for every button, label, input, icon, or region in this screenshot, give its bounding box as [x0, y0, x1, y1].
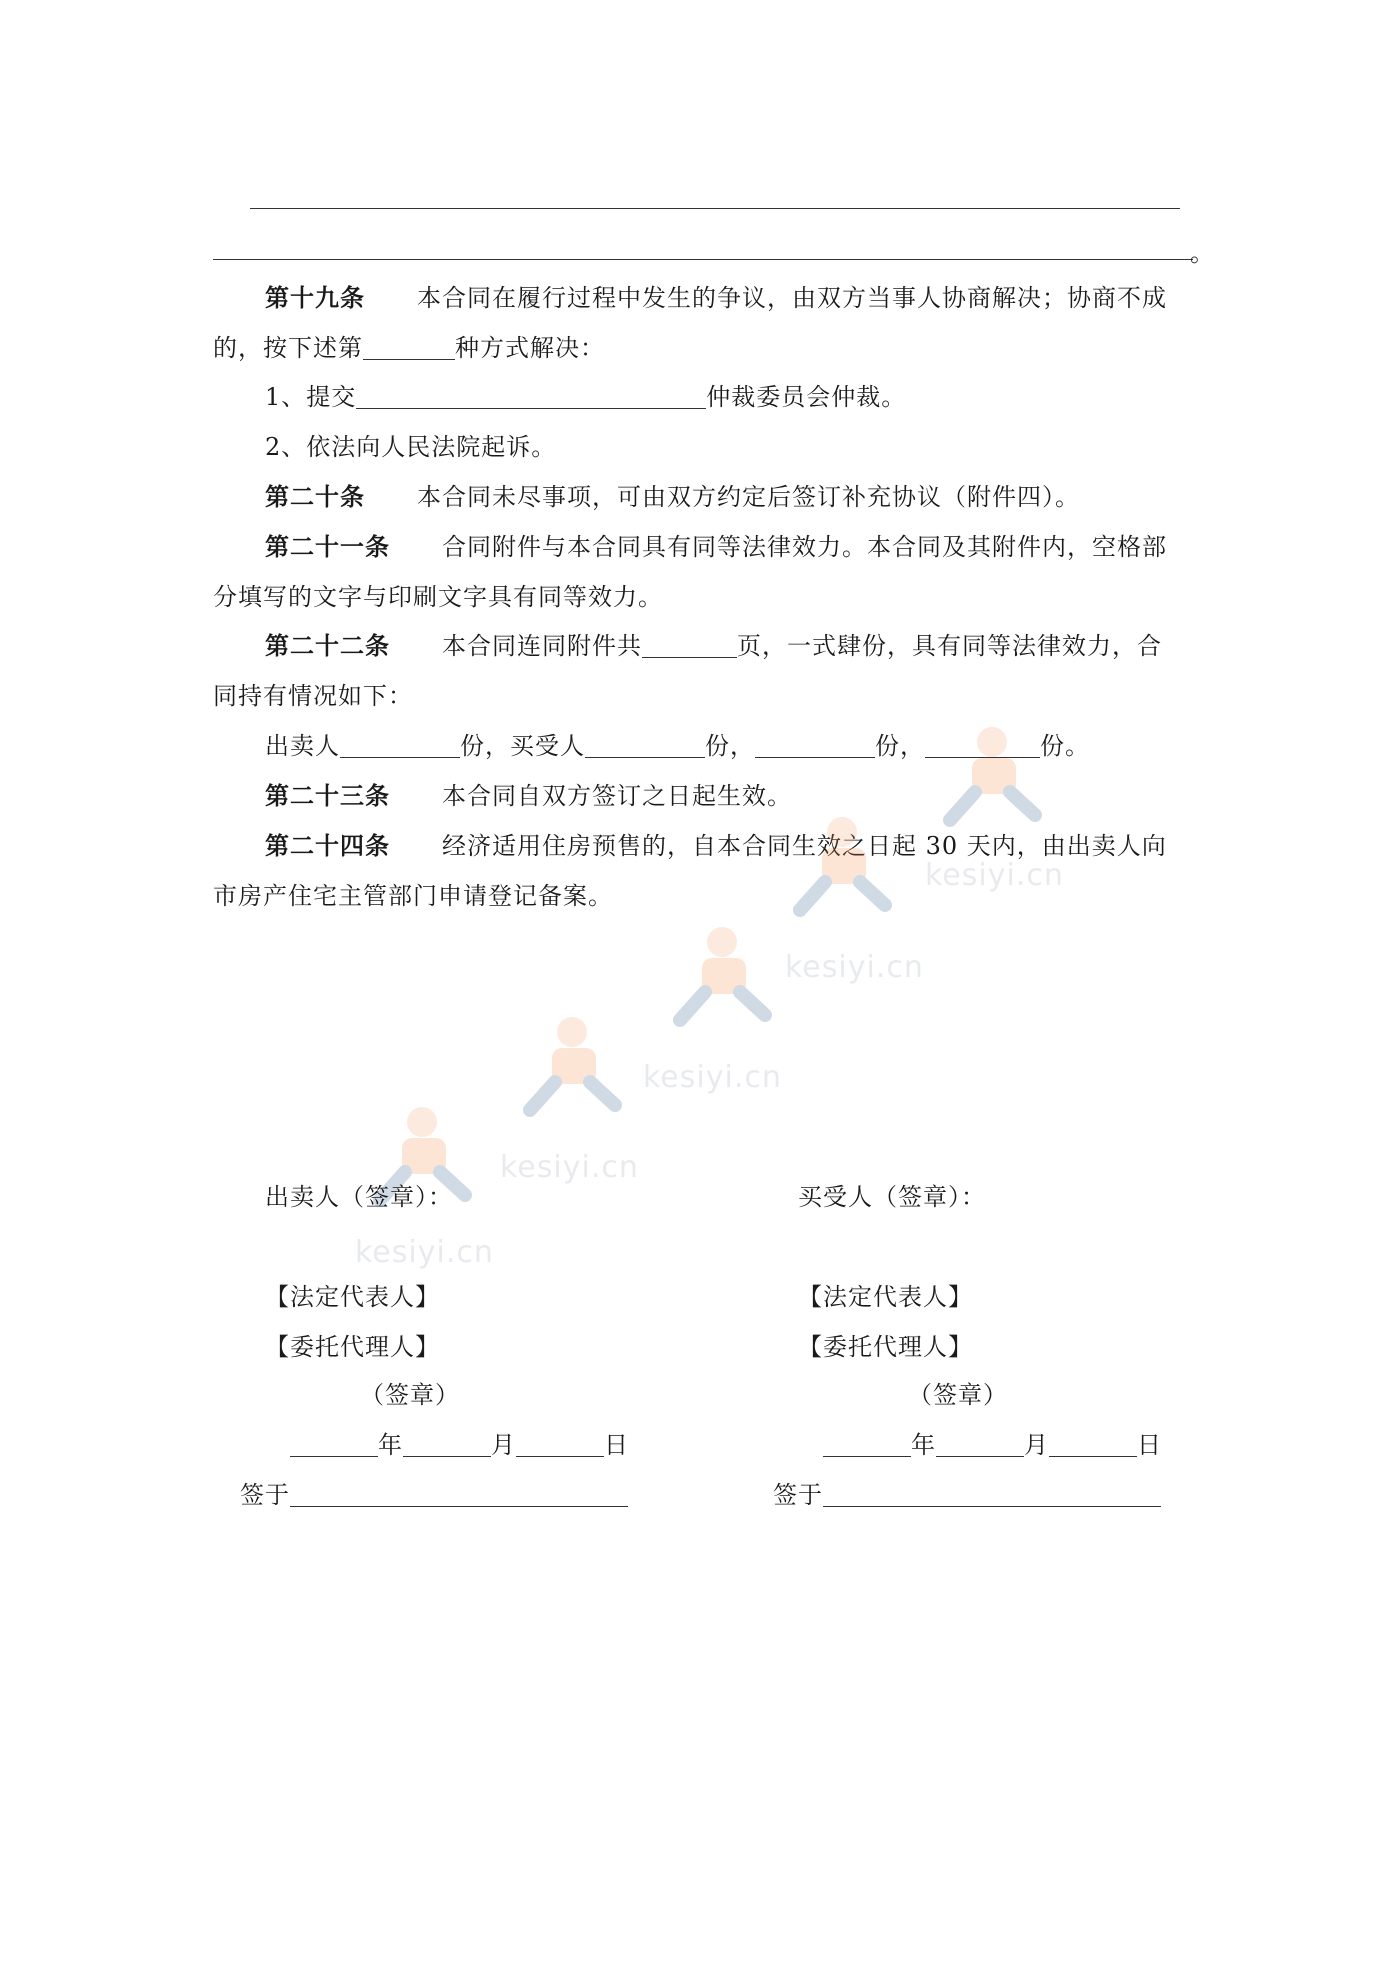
- article-heading: 第十九条: [265, 284, 365, 312]
- article-text: 页，一式肆份，具有同等法律效力，合: [737, 632, 1162, 660]
- article-19-option-2: [265, 430, 556, 464]
- article-20-line-1: [265, 480, 1080, 514]
- article-19-option-1: [265, 380, 906, 414]
- page-count-blank: [642, 633, 737, 658]
- unit: 份: [875, 732, 900, 760]
- place-blank: [290, 1482, 628, 1507]
- watermark-text: kesiyi.cn: [785, 950, 924, 985]
- seller-signature-title: 出卖人（签章）：: [265, 1183, 453, 1211]
- article-text: 分填写的文字与印刷文字具有同等效力。: [213, 583, 663, 611]
- article-21-line-1: [265, 530, 1167, 564]
- signed-at-label: 签于: [240, 1481, 290, 1509]
- buyer-legal-rep: 【法定代表人】: [798, 1283, 973, 1311]
- month-blank: [403, 1432, 491, 1457]
- article-23-line-1: [265, 779, 792, 813]
- option-text: 2、依法向人民法院起诉。: [265, 433, 557, 461]
- separator: ，: [730, 732, 755, 760]
- year-label: 年: [378, 1431, 403, 1459]
- article-heading: 第二十条: [265, 483, 365, 511]
- year-label: 年: [911, 1431, 936, 1459]
- signed-at-label: 签于: [773, 1481, 823, 1509]
- article-heading: 第二十四条: [265, 832, 390, 860]
- year-blank: [823, 1432, 911, 1457]
- day-label: 日: [1137, 1431, 1162, 1459]
- article-22-line-2: [213, 679, 413, 713]
- article-22-line-1: [265, 629, 1162, 663]
- option-text: 仲裁委员会仲裁。: [706, 383, 907, 411]
- watermark-runner-icon: [660, 920, 780, 1030]
- buyer-seal: （签章）: [908, 1381, 1008, 1409]
- article-text: 合同附件与本合同具有同等法律效力。本合同及其附件内，空格部: [442, 533, 1167, 561]
- holder-label: 出卖人: [265, 732, 340, 760]
- article-heading: 第二十一条: [265, 533, 390, 561]
- article-text: 经济适用住房预售的，自本合同生效之日起 30 天内，由出卖人向: [442, 832, 1167, 860]
- article-text: 市房产住宅主管部门申请登记备案。: [213, 882, 613, 910]
- seller-agent: 【委托代理人】: [265, 1333, 440, 1361]
- article-24-line-2: [213, 879, 613, 913]
- copies-blank: [755, 733, 875, 758]
- buyer-date: [823, 1428, 1162, 1462]
- watermark-runner-icon: [510, 1010, 630, 1120]
- arbitration-commission-blank: [356, 384, 706, 409]
- article-text: 种方式解决：: [455, 334, 605, 362]
- year-blank: [290, 1432, 378, 1457]
- seller-legal-rep: 【法定代表人】: [265, 1283, 440, 1311]
- month-blank: [936, 1432, 1024, 1457]
- article-text: 的，按下述第: [213, 334, 363, 362]
- watermark-text: kesiyi.cn: [500, 1150, 639, 1185]
- article-text: 本合同未尽事项，可由双方约定后签订补充协议（附件四）。: [417, 483, 1080, 511]
- end-period: 。: [1190, 239, 1215, 267]
- watermark-text: kesiyi.cn: [643, 1060, 782, 1095]
- copies-blank: [585, 733, 705, 758]
- article-text: 同持有情况如下：: [213, 682, 413, 710]
- unit: 份: [705, 732, 730, 760]
- unit: 份: [460, 732, 485, 760]
- day-blank: [1049, 1432, 1137, 1457]
- place-blank: [823, 1482, 1161, 1507]
- article-text: 本合同在履行过程中发生的争议，由双方当事人协商解决；协商不成: [417, 284, 1167, 312]
- blank-line: [213, 259, 1193, 260]
- separator: ，: [900, 732, 925, 760]
- seller-date: [290, 1428, 629, 1462]
- watermark-runner-icon: [780, 810, 900, 920]
- month-label: 月: [1024, 1431, 1049, 1459]
- month-label: 月: [491, 1431, 516, 1459]
- article-text: 本合同连同附件共: [442, 632, 642, 660]
- holder-label: ，买受人: [485, 732, 585, 760]
- watermark-text: kesiyi.cn: [925, 858, 1064, 893]
- buyer-signature-title: 买受人（签章）：: [798, 1183, 986, 1211]
- article-21-line-2: [213, 580, 663, 614]
- seller-signed-at: [240, 1478, 628, 1512]
- option-text: 1、提交: [265, 383, 357, 411]
- article-heading: 第二十三条: [265, 782, 390, 810]
- buyer-signed-at: [773, 1478, 1161, 1512]
- article-heading: 第二十二条: [265, 632, 390, 660]
- watermark-text: kesiyi.cn: [355, 1235, 494, 1270]
- article-19-line-2: [213, 331, 605, 365]
- unit: 份: [1040, 732, 1065, 760]
- day-label: 日: [604, 1431, 629, 1459]
- article-19-line-1: [265, 281, 1167, 315]
- article-text: 本合同自双方签订之日起生效。: [442, 782, 792, 810]
- copies-blank: [340, 733, 460, 758]
- seller-seal: （签章）: [360, 1381, 460, 1409]
- buyer-agent: 【委托代理人】: [798, 1333, 973, 1361]
- end-period: 。: [1065, 732, 1090, 760]
- blank-field: [363, 335, 455, 360]
- watermark-runner-icon: [930, 720, 1050, 830]
- blank-line: [250, 208, 1180, 209]
- day-blank: [516, 1432, 604, 1457]
